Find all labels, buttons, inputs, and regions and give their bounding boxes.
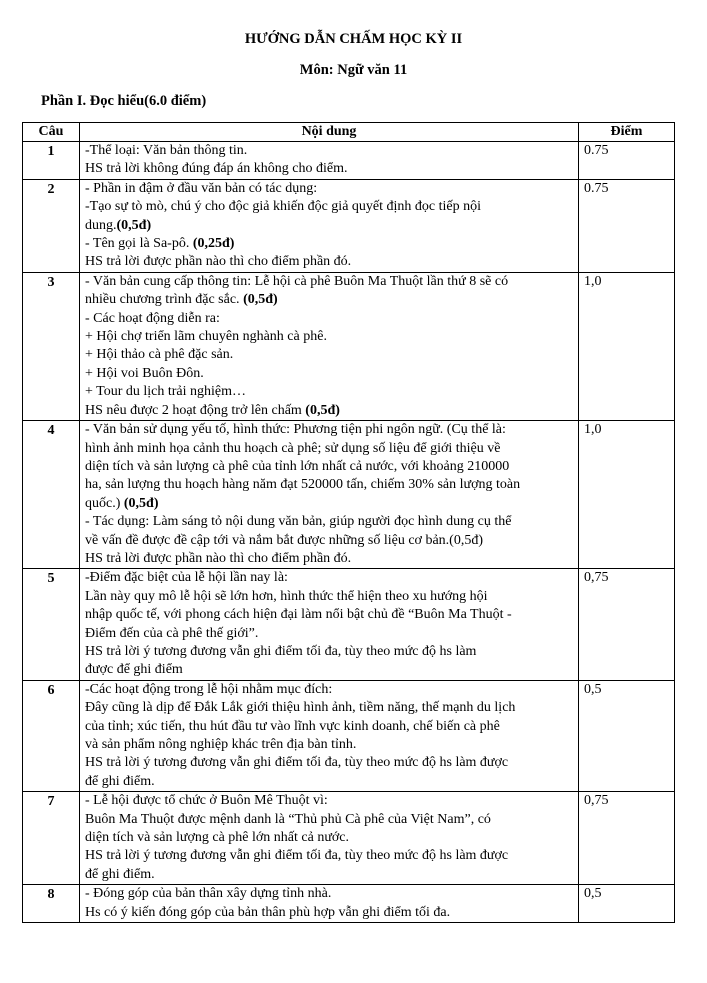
question-number: 3 (23, 272, 80, 420)
point-value: (0,5đ) (116, 217, 152, 233)
content-line: - Văn bản sử dụng yếu tố, hình thức: Phương tiện phi ngôn ngữ. (Cụ thể là: (85, 422, 506, 438)
point-value: (0,5đ) (123, 495, 159, 511)
content-line: diện tích và sản lượng cà phê lớn nhất cả nước. (85, 830, 350, 846)
score-cell: 0,5 (579, 680, 675, 791)
score-cell: 1,0 (579, 272, 675, 420)
table-row (23, 792, 675, 885)
content-text: - Tên gọi là Sa-pô. (85, 236, 193, 252)
table-row (23, 272, 675, 420)
content-line: về vấn đề được đề cập tới và nắm bắt được những số liệu cơ bản.(0,5đ) (85, 532, 483, 548)
table-row (23, 885, 675, 923)
content-line: -Tạo sự tò mò, chú ý cho độc giả khiến độc giả quyết định đọc tiếp nội (85, 199, 481, 215)
answer-content (80, 569, 579, 680)
content-line: - Các hoạt động diễn ra: (85, 310, 220, 326)
content-line: để ghi điểm. (85, 866, 155, 882)
answer-content (80, 142, 579, 180)
content-line: - Văn bản cung cấp thông tin: Lễ hội cà phê Buôn Ma Thuột lần thứ 8 sẽ có (85, 273, 509, 289)
point-value: (0,5đ) (305, 402, 340, 418)
content-text: HS nêu được 2 hoạt động trở lên chấm (85, 402, 306, 418)
answer-content (80, 680, 579, 791)
content-line: - Lễ hội được tổ chức ở Buôn Mê Thuột vì: (85, 793, 328, 809)
score-cell: 0,5 (579, 885, 675, 923)
column-header-content: Nội dung (80, 123, 579, 142)
answer-content (80, 421, 579, 569)
content-line: được để ghi điểm (85, 662, 183, 678)
content-line (85, 402, 574, 420)
content-line: -Thể loại: Văn bản thông tin. (85, 143, 248, 158)
question-number: 6 (23, 680, 80, 791)
table-row (23, 680, 675, 791)
content-line: Buôn Ma Thuột được mệnh danh là “Thủ phủ Cà phê của Việt Nam”, có (85, 811, 491, 827)
table-row (23, 179, 675, 272)
content-line: Đây cũng là dịp để Đắk Lắk giới thiệu hình ảnh, tiềm năng, thế mạnh du lịch (85, 700, 516, 716)
content-line: Điểm đến của cà phê thế giới”. (85, 625, 259, 641)
question-number: 1 (23, 142, 80, 180)
content-line: + Tour du lịch trải nghiệm… (85, 384, 247, 400)
content-line: Lần này quy mô lễ hội sẽ lớn hơn, hình thức thể hiện theo xu hướng hội (85, 588, 488, 604)
table-row (23, 421, 675, 569)
content-line: và sản phẩm nông nghiệp khác trên địa bàn tỉnh. (85, 737, 357, 752)
point-value: (0,5đ) (243, 292, 278, 308)
content-line: -Các hoạt động trong lễ hội nhằm mục đích: (85, 681, 333, 697)
content-line: HS trả lời ý tương đương vẫn ghi điểm tối đa, tùy theo mức độ hs làm được (85, 848, 509, 864)
content-line: + Hội chợ triển lãm chuyên nghành cà phê. (85, 329, 327, 345)
answer-content (80, 179, 579, 272)
answer-content (80, 885, 579, 923)
question-number: 5 (23, 569, 80, 680)
score-cell: 0.75 (579, 142, 675, 180)
content-line: nhập quốc tế, với phong cách hiện đại làm nổi bật chủ đề “Buôn Ma Thuột - (85, 607, 512, 623)
content-line: -Điểm đặc biệt của lễ hội lần nay là: (85, 570, 288, 586)
answer-content (80, 792, 579, 885)
score-cell: 0.75 (579, 179, 675, 272)
content-line: - Tác dụng: Làm sáng tỏ nội dung văn bản, giúp người đọc hình dung cụ thể (85, 514, 512, 530)
content-line: HS trả lời ý tương đương vẫn ghi điểm tối đa, tùy theo mức độ hs làm được (85, 755, 509, 771)
question-number: 4 (23, 421, 80, 569)
grading-table (22, 122, 675, 923)
column-header-score: Điểm (579, 123, 675, 142)
content-text: nhiều chương trình đặc sắc. (85, 292, 244, 308)
content-line: HS trả lời được phần nào thì cho điểm phần đó. (85, 254, 352, 270)
document-title: HƯỚNG DẪN CHẤM HỌC KỲ II (244, 31, 463, 47)
answer-content (80, 272, 579, 420)
content-line: Hs có ý kiến đóng góp của bản thân phù hợp vẫn ghi điểm tối đa. (85, 904, 451, 920)
content-line: - Phần in đậm ở đầu văn bản có tác dụng: (85, 180, 318, 196)
score-cell: 0,75 (579, 569, 675, 680)
table-row (23, 569, 675, 680)
content-line: để ghi điểm. (85, 773, 155, 789)
content-line: của tỉnh; xúc tiến, thu hút đầu tư vào lĩnh vực kinh doanh, chế biến cà phê (85, 718, 500, 734)
table-header-row (23, 123, 675, 142)
question-number: 2 (23, 179, 80, 272)
content-text: quốc.) (85, 495, 124, 511)
subject-heading: Môn: Ngữ văn 11 (299, 62, 408, 78)
column-header-question: Câu (23, 123, 80, 142)
content-line: hình ảnh minh họa cảnh thu hoạch cà phê; sử dụng số liệu để giới thiệu về (85, 440, 501, 456)
content-line: HS trả lời ý tương đương vẫn ghi điểm tối đa, tùy theo mức độ hs làm (85, 643, 477, 659)
content-line: diện tích và sản lượng cà phê của tỉnh lớn nhất cả nước, với khoảng 210000 (85, 458, 510, 474)
question-number: 7 (23, 792, 80, 885)
content-line: + Hội thảo cà phê đặc sản. (85, 347, 234, 363)
score-cell: 0,75 (579, 792, 675, 885)
content-line: ha, sản lượng thu hoạch hàng năm đạt 520000 tấn, chiếm 30% sản lượng toàn (85, 477, 521, 493)
content-line (85, 217, 574, 235)
point-value: (0,25đ) (192, 236, 235, 252)
content-line (85, 235, 574, 253)
table-row (23, 142, 675, 180)
content-line: - Đóng góp của bản thân xây dựng tỉnh nhà. (85, 886, 332, 902)
score-cell: 1,0 (579, 421, 675, 569)
content-line (85, 291, 574, 309)
question-number: 8 (23, 885, 80, 923)
content-line: HS trả lời được phần nào thì cho điểm phần đó. (85, 550, 352, 566)
content-line: HS trả lời không đúng đáp án không cho điểm. (85, 161, 348, 177)
content-line (85, 495, 574, 513)
content-line: + Hội voi Buôn Đôn. (85, 365, 204, 381)
content-text: dung. (85, 217, 117, 233)
section-heading: Phần I. Đọc hiểu(6.0 điểm) (41, 93, 207, 109)
